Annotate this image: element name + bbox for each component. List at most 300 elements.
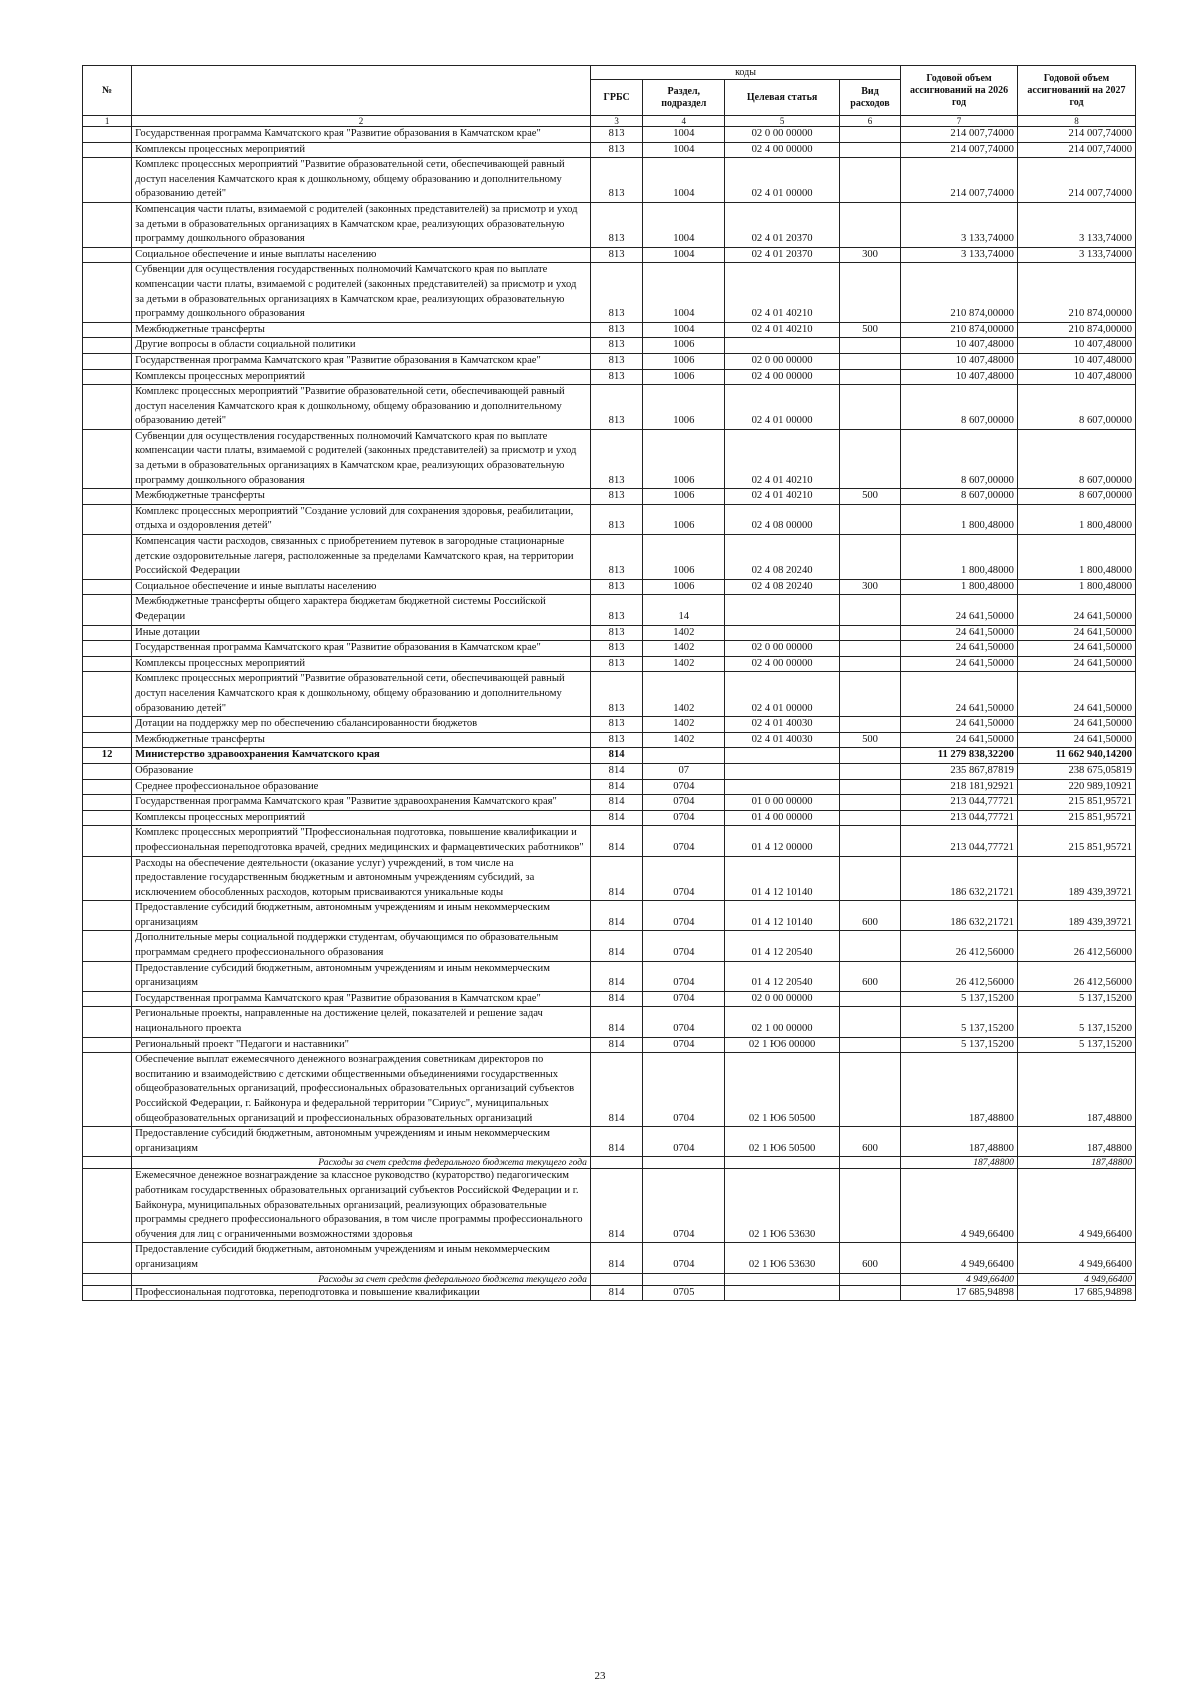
row-number [83,795,132,811]
row-number [83,535,132,580]
row-volume-2026: 186 632,21721 [901,856,1018,901]
row-target: 02 4 00 00000 [725,656,840,672]
row-razdel: 1004 [643,142,725,158]
row-vid [839,856,900,901]
row-target: 02 4 01 20370 [725,247,840,263]
row-name: Комплекс процессных мероприятий "Профессиональная подготовка, повышение квалификации и профессиональная переподготовка врачей, средних медицинских и фармацевтических работников" [132,826,591,856]
row-vid [839,748,900,764]
row-number [83,641,132,657]
row-volume-2026: 24 641,50000 [901,641,1018,657]
row-razdel: 0704 [643,961,725,991]
row-razdel: 0704 [643,901,725,931]
row-volume-2027: 24 641,50000 [1017,732,1135,748]
row-volume-2027: 11 662 940,14200 [1017,748,1135,764]
row-razdel: 0704 [643,1127,725,1157]
row-razdel: 0705 [643,1285,725,1301]
row-target: 02 4 01 00000 [725,672,840,717]
row-name: Образование [132,763,591,779]
row-volume-2026: 26 412,56000 [901,961,1018,991]
row-name: Комплексы процессных мероприятий [132,810,591,826]
row-volume-2027: 210 874,00000 [1017,322,1135,338]
row-name: Комплекс процессных мероприятий "Развитие образовательной сети, обеспечивающей равный доступ населения Камчатского края к дошкольному, общему образованию и дополнительному образованию детей" [132,385,591,430]
row-number [83,717,132,733]
row-volume-2027: 214 007,74000 [1017,142,1135,158]
row-number [83,338,132,354]
row-volume-2027: 214 007,74000 [1017,158,1135,203]
col-number-label: 1 [83,116,132,127]
header-volume-2027: Годовой объем ассигнований на 2027 год [1017,66,1135,116]
row-volume-2026: 1 800,48000 [901,579,1018,595]
row-name: Компенсация части платы, взимаемой с родителей (законных представителей) за присмотр и уход за детьми в образовательных организациях в Камчатском крае, реализующих образовательную программу дошкольного образования [132,202,591,247]
row-volume-2026: 3 133,74000 [901,202,1018,247]
row-razdel: 1004 [643,322,725,338]
row-name: Государственная программа Камчатского края "Развитие образования в Камчатском крае" [132,353,591,369]
row-volume-2027: 8 607,00000 [1017,489,1135,505]
row-grbs: 813 [590,322,642,338]
row-number [83,429,132,488]
row-vid [839,641,900,657]
row-volume-2026: 1 800,48000 [901,535,1018,580]
row-razdel: 1402 [643,732,725,748]
row-number [83,1285,132,1301]
row-razdel [643,1273,725,1285]
row-razdel [643,1157,725,1169]
row-volume-2026: 214 007,74000 [901,142,1018,158]
row-grbs: 814 [590,826,642,856]
row-volume-2027: 8 607,00000 [1017,385,1135,430]
row-name: Расходы за счет средств федерального бюджета текущего года [132,1157,591,1169]
header-column-numbers [83,116,1136,127]
row-target: 01 4 00 00000 [725,810,840,826]
row-volume-2026: 11 279 838,32200 [901,748,1018,764]
row-name: Комплекс процессных мероприятий "Развитие образовательной сети, обеспечивающей равный доступ населения Камчатского края к дошкольному, общему образованию и дополнительному образованию детей" [132,672,591,717]
row-number [83,142,132,158]
row-name: Предоставление субсидий бюджетным, автономным учреждениям и иным некоммерческим организациям [132,901,591,931]
row-razdel: 0704 [643,810,725,826]
row-vid [839,429,900,488]
row-number [83,826,132,856]
row-razdel: 0704 [643,1243,725,1273]
row-razdel: 1004 [643,263,725,322]
row-grbs: 813 [590,641,642,657]
row-name: Министерство здравоохранения Камчатского края [132,748,591,764]
row-vid: 600 [839,961,900,991]
row-grbs: 814 [590,748,642,764]
row-volume-2027: 4 949,66400 [1017,1243,1135,1273]
row-target: 01 4 12 00000 [725,826,840,856]
row-razdel: 07 [643,763,725,779]
row-vid [839,504,900,534]
row-vid [839,931,900,961]
row-razdel: 1006 [643,338,725,354]
row-volume-2026: 186 632,21721 [901,901,1018,931]
row-volume-2027: 10 407,48000 [1017,369,1135,385]
row-grbs: 814 [590,856,642,901]
row-vid: 500 [839,489,900,505]
row-volume-2027: 24 641,50000 [1017,717,1135,733]
row-number [83,625,132,641]
row-number [83,504,132,534]
row-number [83,732,132,748]
header-codes-group: коды [590,66,900,80]
row-vid [839,795,900,811]
row-razdel: 0704 [643,779,725,795]
row-number [83,1243,132,1273]
row-volume-2027: 26 412,56000 [1017,931,1135,961]
table-row [83,717,1136,733]
row-name: Расходы на обеспечение деятельности (оказание услуг) учреждений, в том числе на предоставление государственным бюджетным и автономным учреждениям субсидий, за исключением обособленных расходов, которым присваиваются уникальные коды [132,856,591,901]
row-grbs: 813 [590,489,642,505]
row-grbs: 813 [590,595,642,625]
row-volume-2026: 8 607,00000 [901,429,1018,488]
row-grbs: 814 [590,901,642,931]
row-target: 02 4 01 20370 [725,202,840,247]
row-volume-2026: 213 044,77721 [901,826,1018,856]
row-number [83,901,132,931]
row-volume-2027: 5 137,15200 [1017,1037,1135,1053]
row-grbs: 814 [590,1053,642,1127]
row-volume-2027: 187,48800 [1017,1053,1135,1127]
row-name: Другие вопросы в области социальной политики [132,338,591,354]
row-vid [839,1285,900,1301]
row-grbs: 813 [590,579,642,595]
row-target: 02 0 00 00000 [725,127,840,143]
table-row [83,1243,1136,1273]
row-volume-2027: 8 607,00000 [1017,429,1135,488]
row-razdel: 0704 [643,1169,725,1243]
row-volume-2027: 17 685,94898 [1017,1285,1135,1301]
row-volume-2026: 10 407,48000 [901,338,1018,354]
table-row [83,625,1136,641]
row-razdel: 0704 [643,1037,725,1053]
row-volume-2027: 3 133,74000 [1017,202,1135,247]
row-volume-2027: 24 641,50000 [1017,625,1135,641]
table-row [83,748,1136,764]
row-volume-2027: 10 407,48000 [1017,353,1135,369]
row-volume-2026: 187,48800 [901,1157,1018,1169]
row-grbs: 814 [590,1127,642,1157]
row-target [725,1273,840,1285]
row-grbs: 814 [590,779,642,795]
row-target: 01 0 00 00000 [725,795,840,811]
row-target: 01 4 12 20540 [725,931,840,961]
row-target: 02 4 01 40030 [725,732,840,748]
row-target: 02 4 01 40210 [725,322,840,338]
row-target [725,1157,840,1169]
row-volume-2027: 238 675,05819 [1017,763,1135,779]
row-grbs [590,1273,642,1285]
row-volume-2026: 214 007,74000 [901,158,1018,203]
row-razdel: 1402 [643,672,725,717]
row-name: Дотации на поддержку мер по обеспечению сбалансированности бюджетов [132,717,591,733]
row-number [83,931,132,961]
row-target: 01 4 12 10140 [725,901,840,931]
row-razdel: 1004 [643,202,725,247]
table-row [83,779,1136,795]
row-grbs: 814 [590,991,642,1007]
row-volume-2026: 5 137,15200 [901,991,1018,1007]
row-grbs: 813 [590,202,642,247]
row-volume-2026: 24 641,50000 [901,732,1018,748]
row-vid [839,1273,900,1285]
page-number: 23 [594,1670,606,1682]
row-volume-2027: 24 641,50000 [1017,672,1135,717]
row-vid: 300 [839,247,900,263]
row-volume-2026: 8 607,00000 [901,489,1018,505]
row-grbs [590,1157,642,1169]
table-row [83,1169,1136,1243]
row-volume-2027: 4 949,66400 [1017,1273,1135,1285]
row-razdel: 0704 [643,826,725,856]
row-volume-2027: 215 851,95721 [1017,826,1135,856]
table-row [83,202,1136,247]
row-vid: 600 [839,1243,900,1273]
row-grbs: 813 [590,385,642,430]
row-grbs: 813 [590,353,642,369]
row-grbs: 814 [590,961,642,991]
row-target: 02 0 00 00000 [725,353,840,369]
row-vid [839,625,900,641]
row-vid [839,779,900,795]
row-volume-2027: 220 989,10921 [1017,779,1135,795]
row-razdel: 0704 [643,795,725,811]
row-vid: 500 [839,322,900,338]
table-row [83,322,1136,338]
table-row [83,369,1136,385]
row-vid [839,369,900,385]
row-vid [839,158,900,203]
row-name: Предоставление субсидий бюджетным, автономным учреждениям и иным некоммерческим организациям [132,1243,591,1273]
table-row [83,429,1136,488]
row-number [83,579,132,595]
row-name: Иные дотации [132,625,591,641]
row-grbs: 814 [590,795,642,811]
table-row [83,127,1136,143]
row-vid [839,763,900,779]
row-vid: 500 [839,732,900,748]
row-razdel: 14 [643,595,725,625]
row-number [83,1169,132,1243]
row-name: Субвенции для осуществления государственных полномочий Камчатского края по выплате компенсации части платы, взимаемой с родителей (законных представителей) за присмотр и уход за детьми в образовательных организациях в Камчатском крае, реализующих образовательную программу дошкольного образования [132,263,591,322]
row-razdel: 0704 [643,1053,725,1127]
row-name: Комплексы процессных мероприятий [132,369,591,385]
row-vid [839,810,900,826]
header-volume-2026: Годовой объем ассигнований на 2026 год [901,66,1018,116]
row-volume-2027: 1 800,48000 [1017,535,1135,580]
row-volume-2027: 4 949,66400 [1017,1169,1135,1243]
row-volume-2027: 24 641,50000 [1017,656,1135,672]
row-name: Государственная программа Камчатского края "Развитие образования в Камчатском крае" [132,641,591,657]
row-grbs: 813 [590,625,642,641]
row-razdel: 1006 [643,535,725,580]
row-number [83,385,132,430]
row-volume-2026: 8 607,00000 [901,385,1018,430]
header-vid: Вид расходов [839,80,900,116]
row-volume-2026: 24 641,50000 [901,625,1018,641]
row-razdel: 1006 [643,353,725,369]
row-razdel: 1006 [643,429,725,488]
row-target: 02 4 01 00000 [725,158,840,203]
row-name: Социальное обеспечение и иные выплаты населению [132,247,591,263]
row-target: 02 0 00 00000 [725,641,840,657]
row-name: Государственная программа Камчатского края "Развитие образования в Камчатском крае" [132,127,591,143]
row-number [83,158,132,203]
row-volume-2027: 189 439,39721 [1017,856,1135,901]
table-row [83,795,1136,811]
col-number-label: 6 [839,116,900,127]
row-razdel: 1006 [643,489,725,505]
row-number [83,810,132,826]
row-volume-2026: 26 412,56000 [901,931,1018,961]
row-grbs: 814 [590,1007,642,1037]
row-number [83,856,132,901]
table-row [83,142,1136,158]
row-volume-2026: 213 044,77721 [901,810,1018,826]
table-row [83,641,1136,657]
row-target: 02 4 00 00000 [725,369,840,385]
row-razdel: 1006 [643,504,725,534]
table-row [83,595,1136,625]
row-volume-2026: 4 949,66400 [901,1243,1018,1273]
table-row [83,826,1136,856]
row-number [83,322,132,338]
row-razdel: 0704 [643,856,725,901]
row-grbs: 813 [590,429,642,488]
row-razdel: 1006 [643,579,725,595]
row-grbs: 813 [590,672,642,717]
table-row [83,385,1136,430]
row-grbs: 813 [590,263,642,322]
row-razdel: 0704 [643,991,725,1007]
row-vid [839,1157,900,1169]
row-name: Профессиональная подготовка, переподготовка и повышение квалификации [132,1285,591,1301]
table-row [83,991,1136,1007]
row-target [725,625,840,641]
row-grbs: 814 [590,931,642,961]
row-vid: 600 [839,1127,900,1157]
row-number [83,202,132,247]
row-grbs: 813 [590,656,642,672]
row-number [83,961,132,991]
row-number [83,1273,132,1285]
row-name: Дополнительные меры социальной поддержки студентам, обучающимся по образовательным программам среднего профессионального образования [132,931,591,961]
row-vid [839,826,900,856]
row-volume-2026: 210 874,00000 [901,263,1018,322]
row-volume-2026: 218 181,92921 [901,779,1018,795]
row-vid [839,385,900,430]
table-row [83,763,1136,779]
row-vid [839,717,900,733]
col-number-label: 4 [643,116,725,127]
table-row [83,353,1136,369]
budget-table [82,65,1136,1301]
row-grbs: 813 [590,127,642,143]
row-volume-2026: 24 641,50000 [901,656,1018,672]
row-name: Межбюджетные трансферты [132,322,591,338]
row-razdel: 1402 [643,625,725,641]
row-grbs: 814 [590,1243,642,1273]
row-name: Среднее профессиональное образование [132,779,591,795]
row-razdel: 1004 [643,247,725,263]
row-volume-2026: 213 044,77721 [901,795,1018,811]
row-name: Государственная программа Камчатского края "Развитие образования в Камчатском крае" [132,991,591,1007]
row-number [83,1037,132,1053]
row-volume-2027: 10 407,48000 [1017,338,1135,354]
table-row [83,158,1136,203]
row-target: 02 1 Ю6 50500 [725,1127,840,1157]
header-razdel: Раздел, подраздел [643,80,725,116]
row-name: Комплексы процессных мероприятий [132,142,591,158]
row-target: 02 1 00 00000 [725,1007,840,1037]
row-name: Региональный проект "Педагоги и наставники" [132,1037,591,1053]
row-target: 02 4 01 40210 [725,489,840,505]
row-target: 01 4 12 10140 [725,856,840,901]
row-target [725,763,840,779]
row-grbs: 813 [590,142,642,158]
row-name: Ежемесячное денежное вознаграждение за классное руководство (кураторство) педагогическим работникам государственных образовательных организаций субъектов Российской Федерации и г. Байконура, муниципальных образовательных организаций, реализующих образовательные программы среднего профессионального образования, в том числе программы профессионального обучения для лиц с ограниченными возможностями здоровья [132,1169,591,1243]
row-grbs: 813 [590,158,642,203]
row-volume-2026: 17 685,94898 [901,1285,1018,1301]
row-grbs: 813 [590,535,642,580]
table-row [83,1273,1136,1285]
row-vid [839,202,900,247]
row-target: 02 4 08 20240 [725,535,840,580]
table-row [83,732,1136,748]
row-name: Государственная программа Камчатского края "Развитие здравоохранения Камчатского края" [132,795,591,811]
row-volume-2026: 214 007,74000 [901,127,1018,143]
row-volume-2027: 5 137,15200 [1017,1007,1135,1037]
col-number-label: 3 [590,116,642,127]
row-grbs: 813 [590,732,642,748]
row-number [83,353,132,369]
row-vid [839,127,900,143]
row-vid: 300 [839,579,900,595]
row-volume-2026: 24 641,50000 [901,672,1018,717]
row-name: Субвенции для осуществления государственных полномочий Камчатского края по выплате компенсации части платы, взимаемой с родителей (законных представителей) за присмотр и уход за детьми в образовательных организациях в Камчатском крае, реализующих образовательную программу дошкольного образования [132,429,591,488]
row-razdel: 1004 [643,127,725,143]
row-number [83,263,132,322]
row-volume-2026: 3 133,74000 [901,247,1018,263]
table-row [83,856,1136,901]
row-target: 02 1 Ю6 53630 [725,1169,840,1243]
row-name: Предоставление субсидий бюджетным, автономным учреждениям и иным некоммерческим организациям [132,1127,591,1157]
row-name: Социальное обеспечение и иные выплаты населению [132,579,591,595]
row-volume-2027: 1 800,48000 [1017,504,1135,534]
row-razdel: 1004 [643,158,725,203]
row-target: 01 4 12 20540 [725,961,840,991]
row-vid [839,1007,900,1037]
row-volume-2027: 189 439,39721 [1017,901,1135,931]
row-target: 02 4 01 00000 [725,385,840,430]
table-row [83,1037,1136,1053]
row-volume-2026: 24 641,50000 [901,717,1018,733]
row-name: Обеспечение выплат ежемесячного денежного вознаграждения советникам директоров по воспитанию и взаимодействию с детскими общественными объединениями государственных общеобразовательных организаций, профессиональных образовательных организаций субъектов Российской Федерации, г. Байконура и федеральной территории "Сириус", муниципальных общеобразовательных организаций и профессиональных образовательных организаций [132,1053,591,1127]
table-row [83,1285,1136,1301]
row-volume-2026: 5 137,15200 [901,1007,1018,1037]
header-target: Целевая статья [725,80,840,116]
row-grbs: 814 [590,1169,642,1243]
row-target [725,1285,840,1301]
row-target: 02 1 Ю6 53630 [725,1243,840,1273]
row-target: 02 4 08 00000 [725,504,840,534]
row-target: 02 0 00 00000 [725,991,840,1007]
table-row [83,1007,1136,1037]
table-body [83,127,1136,1301]
row-vid: 600 [839,901,900,931]
row-number [83,779,132,795]
row-volume-2027: 210 874,00000 [1017,263,1135,322]
row-volume-2026: 1 800,48000 [901,504,1018,534]
